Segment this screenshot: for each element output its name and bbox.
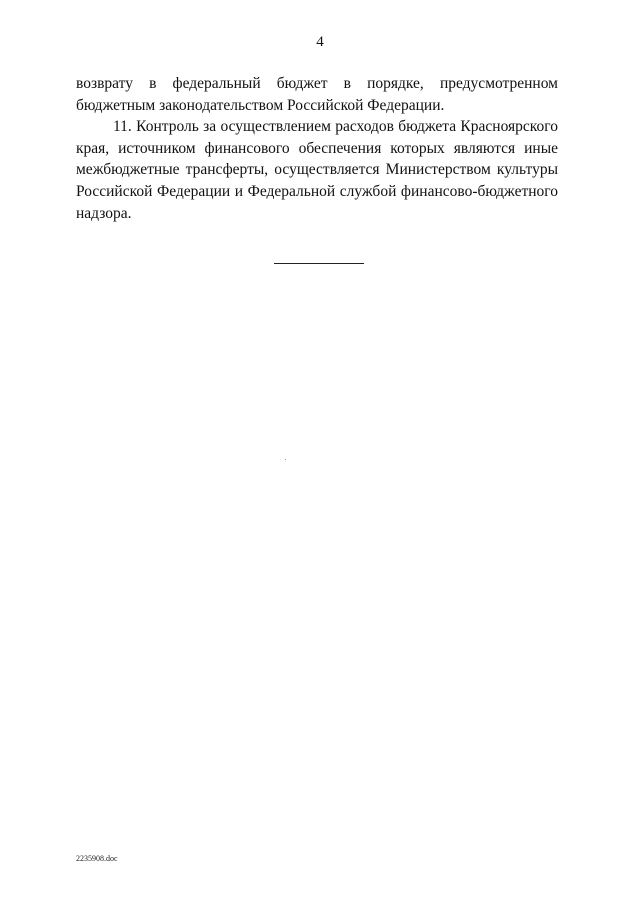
page-number: 4 [316,34,324,50]
scan-artifact [285,459,286,460]
paragraph-continued: возврату в федеральный бюджет в порядке, предусмотренном бюджетным законодательством Российской Федерации. [76,75,558,114]
section-end-divider [274,263,364,264]
document-body [76,73,558,224]
footer-file-name: 2235908.doc [76,854,118,863]
paragraph-11: 11. Контроль за осуществлением расходов бюджета Красноярского края, источником финансового обеспечения которых являются иные межбюджетные трансферты, осуществляется Министерством культуры Российской Федерации и Федеральной службой финансово-бюджетного надзора. [76,118,558,222]
